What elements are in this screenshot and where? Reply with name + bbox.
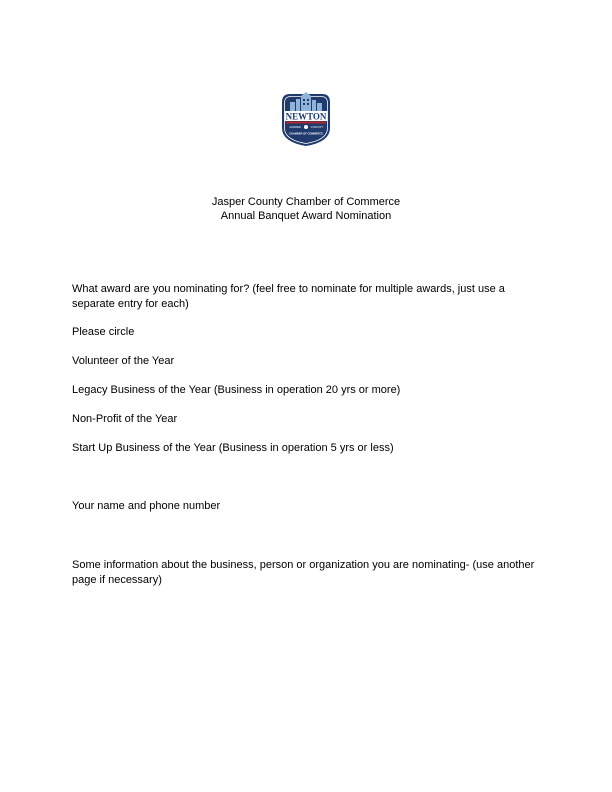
header-title-line1: Jasper County Chamber of Commerce <box>211 196 401 208</box>
award-question: What award are you nominating for? (feel free to nominate for multiple awards, just use a separate entry for each) <box>72 283 505 310</box>
logo-right-word: COUNTY <box>310 125 324 129</box>
logo-left-word: JASPER <box>289 125 301 129</box>
name-phone-prompt: Your name and phone number <box>72 500 221 512</box>
award-option-volunteer: Volunteer of the Year <box>72 355 175 367</box>
award-option-start-up-business: Start Up Business of the Year (Business in operation 5 yrs or less) <box>72 442 394 454</box>
logo-main-text: NEWTON <box>285 111 327 122</box>
logo-bottom-text: CHAMBER OF COMMERCE <box>289 132 323 136</box>
circle-instruction: Please circle <box>72 326 135 338</box>
star-icon <box>304 125 308 129</box>
nominee-info-prompt: Some information about the business, person or organization you are nominating- (use another page if necessary) <box>72 559 535 586</box>
award-option-legacy-business: Legacy Business of the Year (Business in operation 20 yrs or more) <box>72 384 401 396</box>
award-option-non-profit: Non-Profit of the Year <box>72 413 178 425</box>
newton-shield-emblem <box>276 88 336 148</box>
chamber-logo <box>276 88 336 148</box>
header-title-line2: Annual Banquet Award Nomination <box>220 210 392 222</box>
